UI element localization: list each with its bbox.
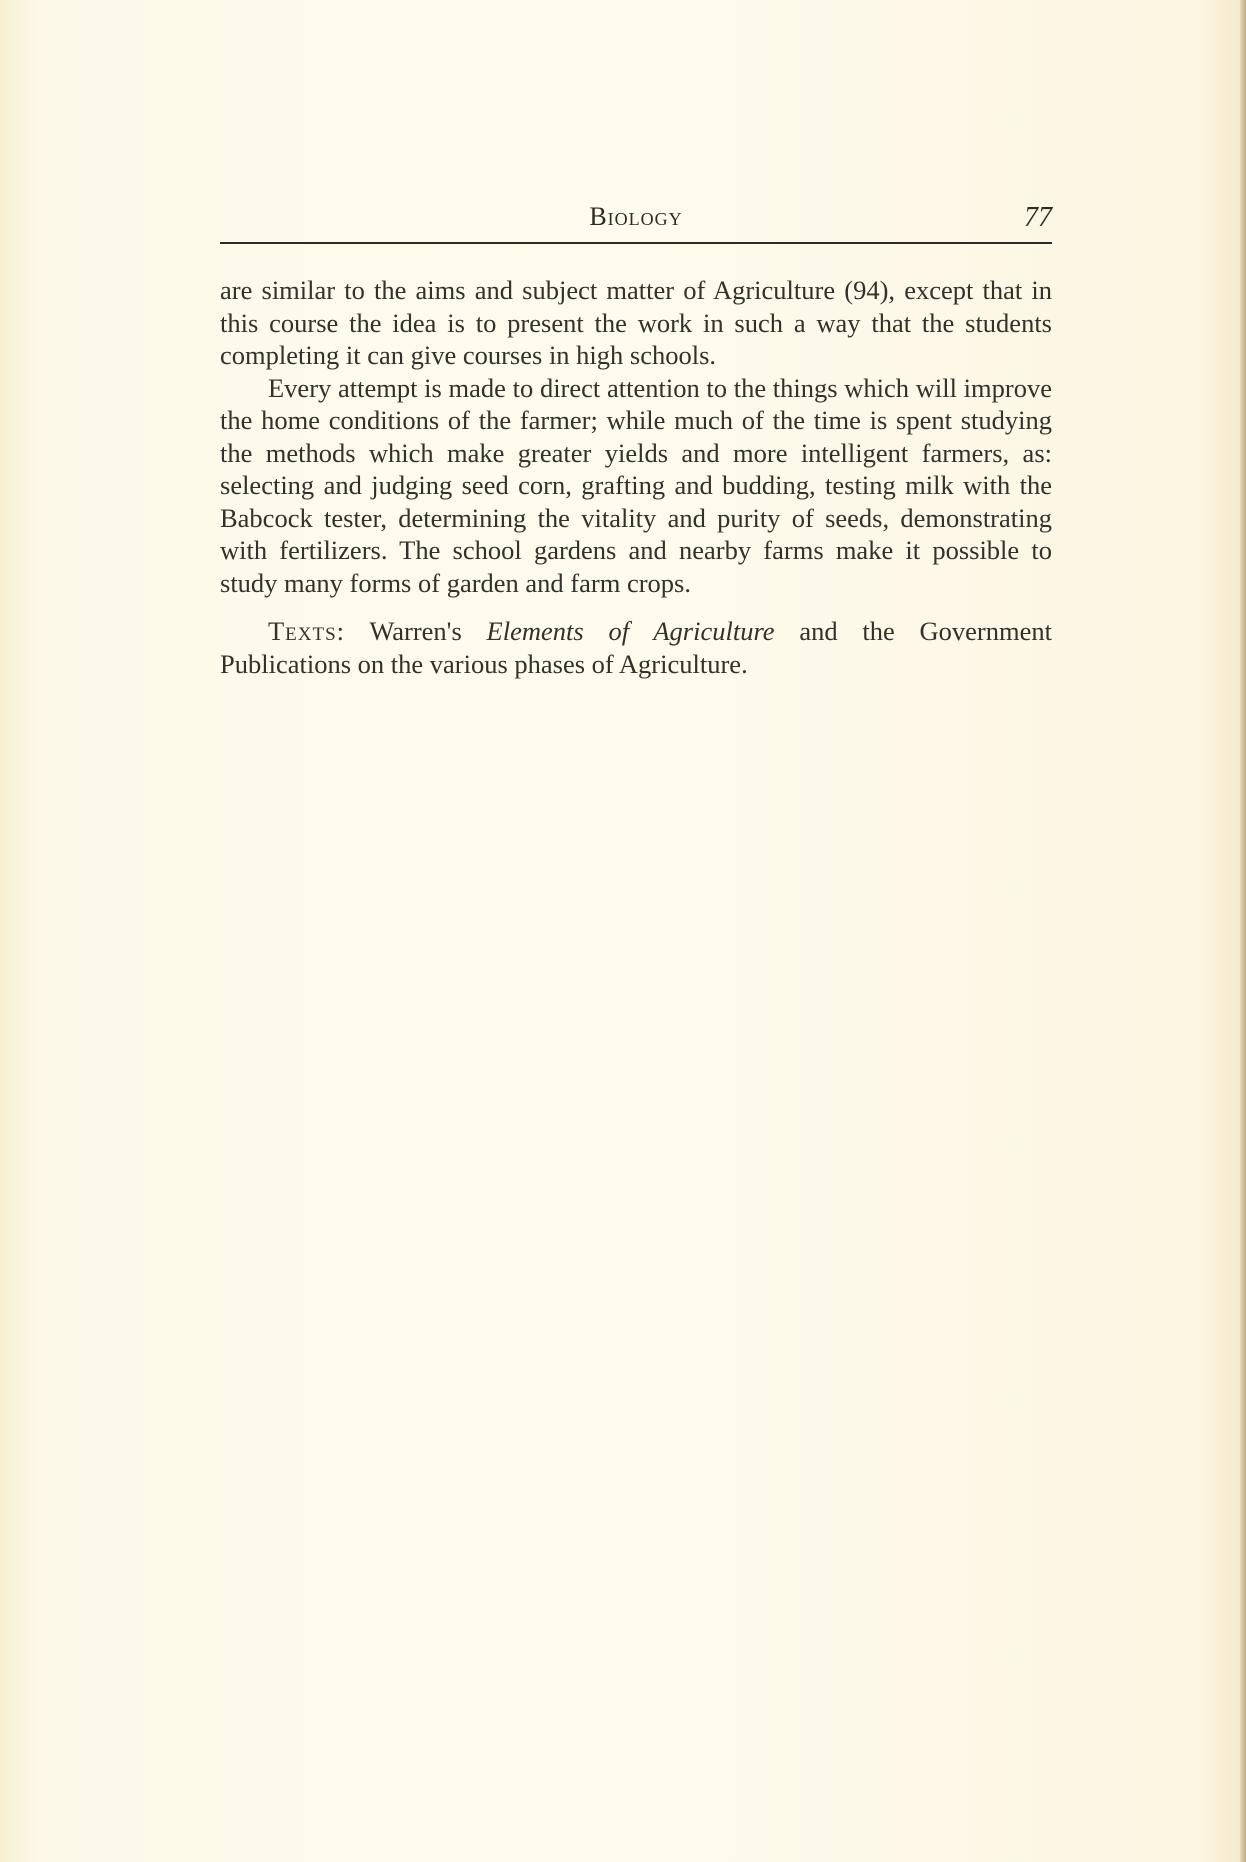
running-head: Biology xyxy=(589,202,683,231)
texts-paragraph xyxy=(220,615,1052,680)
page-edge xyxy=(1240,0,1246,1862)
body-text xyxy=(220,274,1052,680)
header-rule xyxy=(220,242,1052,244)
page-header xyxy=(220,198,1052,244)
paragraph-agriculture-methods: Every attempt is made to direct attention to the things which will improve the home conditions of the farmer; while much of the time is spent studying the methods which make greater yields and more intelligent farmers, as: selecting and judging seed corn, grafting and budding, testing milk with the Babcock tester, determining the vitality and purity of seeds, demonstrating with fertilizers. The school gardens and nearby farms make it possible to study many forms of garden and farm crops. xyxy=(220,372,1052,598)
texts-pre: Warren's xyxy=(345,616,487,646)
texts-label: Texts: xyxy=(268,616,346,646)
texts-post: and the Government Publications on the various phases of Agriculture. xyxy=(220,616,1052,679)
paragraph-continuation: are similar to the aims and subject matter of Agriculture (94), except that in this course the idea is to present the work in such a way that the students completing it can give courses in high schools. xyxy=(220,275,1052,370)
page-number: 77 xyxy=(1024,202,1052,233)
book-title: Elements of Agriculture xyxy=(486,616,775,646)
